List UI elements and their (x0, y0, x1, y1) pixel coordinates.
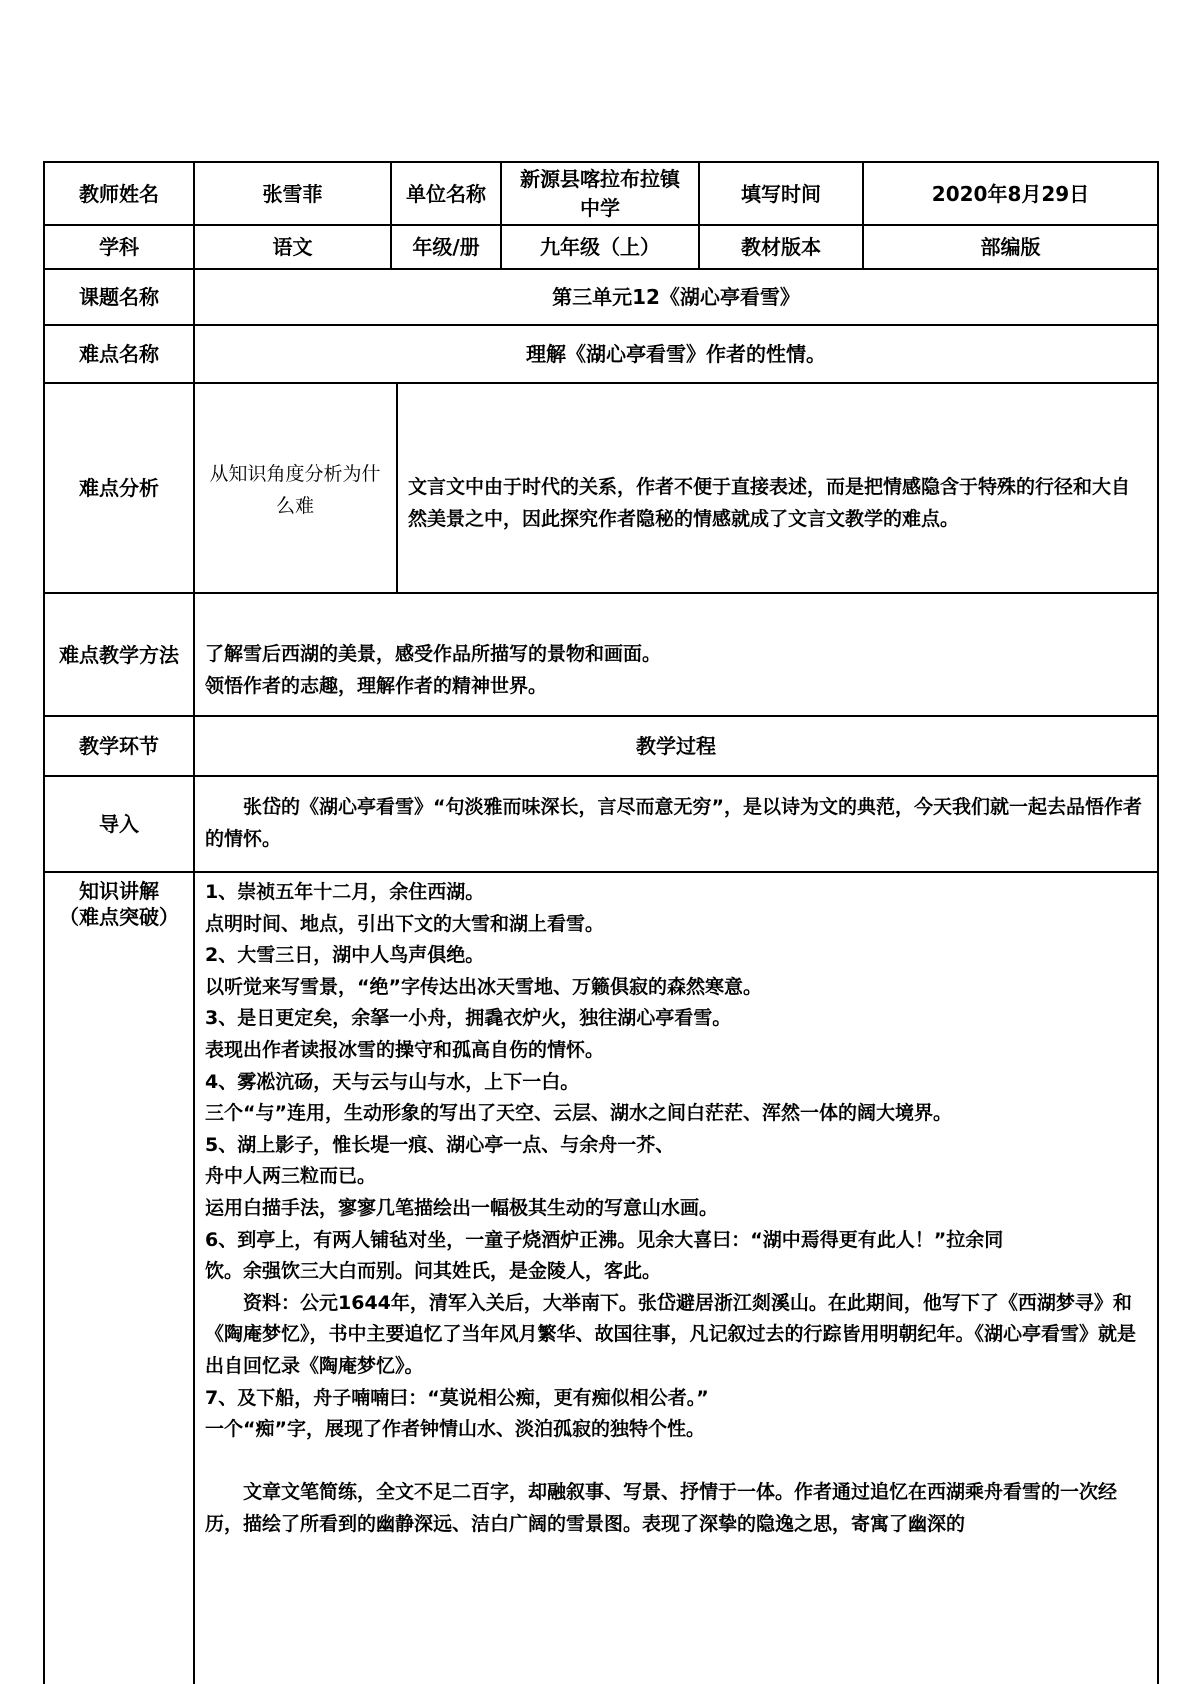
knowledge-line: 运用白描手法，寥寥几笔描绘出一幅极其生动的写意山水画。 (205, 1196, 719, 1219)
subject-label: 学科 (99, 235, 139, 259)
row-rule (43, 382, 1159, 384)
summary-paragraph: 文章文笔简练，全文不足二百字，却融叙事、写景、抒情于一体。作者通过追忆在西湖乘舟看雪的一次经历，描绘了所看到的幽静深远、洁白广阔的雪景图。表现了深挚的隐逸之思，寄寓了幽深的 (205, 1481, 1118, 1535)
unit-name: 新源县喀拉布拉镇中学 (520, 166, 680, 220)
topic-value: 第三单元12《湖心亭看雪》 (552, 285, 800, 309)
knowledge-line: 以听觉来写雪景，“绝”字传达出冰天雪地、万籁俱寂的森然寒意。 (205, 975, 762, 998)
intro-text: 张岱的《湖心亭看雪》“句淡雅而味深长，言尽而意无穷”，是以诗为文的典范，今天我们就一起去品悟作者的情怀。 (205, 796, 1142, 850)
knowledge-line: 1、崇祯五年十二月，余住西湖。 (205, 881, 485, 903)
teacher-name: 张雪菲 (262, 181, 323, 206)
method-line: 领悟作者的志趣，理解作者的精神世界。 (205, 674, 548, 697)
grade-label: 年级/册 (412, 235, 480, 259)
difficulty-value: 理解《湖心亭看雪》作者的性情。 (526, 342, 826, 366)
edition-value: 部编版 (980, 235, 1041, 259)
row-rule (43, 775, 1159, 777)
knowledge-line: 3、是日更定矣，余拏一小舟，拥毳衣炉火，独往湖心亭看雪。 (205, 1007, 732, 1030)
knowledge-line: 5、湖上影子，惟长堤一痕、湖心亭一点、与余舟一芥、 (205, 1133, 675, 1156)
method-line: 了解雪后西湖的美景，感受作品所描写的景物和画面。 (205, 643, 662, 665)
table-border-right (1157, 161, 1159, 1684)
intro-label: 导入 (99, 812, 139, 836)
grade-value: 九年级（上） (540, 235, 660, 259)
knowledge-body (205, 877, 1150, 1540)
analysis-label: 难点分析 (79, 476, 159, 500)
knowledge-line: 三个“与”连用，生动形象的写出了天空、云层、湖水之间白茫茫、浑然一体的阔大境界。 (205, 1102, 952, 1125)
knowledge-sub-label: （难点突破） (59, 905, 179, 929)
col-rule (396, 382, 398, 594)
method-text (205, 639, 1145, 702)
date-value: 2020年8月29日 (931, 181, 1090, 206)
knowledge-label: 知识讲解 (79, 879, 159, 903)
teacher-label: 教师姓名 (79, 181, 159, 206)
subject-value: 语文 (272, 235, 313, 259)
edition-label: 教材版本 (741, 235, 821, 259)
knowledge-line: 6、到亭上，有两人铺毡对坐，一童子烧酒炉正沸。见余大喜曰：“湖中焉得更有此人！”拉余同 (205, 1228, 1004, 1251)
row-rule (43, 592, 1159, 594)
knowledge-line: 表现出作者读报冰雪的操守和孤高自伤的情怀。 (205, 1038, 605, 1061)
topic-label: 课题名称 (79, 285, 159, 309)
analysis-sub-label: 从知识角度分析为什么难 (209, 463, 381, 517)
knowledge-line: 4、雾凇沆砀，天与云与山与水，上下一白。 (205, 1070, 580, 1093)
material-paragraph: 资料：公元1644年，清军入关后，大举南下。张岱避居浙江剡溪山。在此期间，他写下了《西湖梦寻》和《陶庵梦忆》，书中主要追忆了当年风月繁华、故国往事，凡记叙过去的行踪皆用明朝纪年。《湖心亭看雪》就是出自回忆录《陶庵梦忆》。 (205, 1291, 1137, 1377)
stage-label: 教学环节 (79, 734, 159, 758)
knowledge-line: 一个“痴”字，展现了作者钟情山水、淡泊孤寂的独特个性。 (205, 1418, 705, 1441)
analysis-text: 文言文中由于时代的关系，作者不便于直接表述，而是把情感隐含于特殊的行径和大自然美景之中，因此探究作者隐秘的情感就成了文言文教学的难点。 (408, 476, 1131, 530)
knowledge-line: 7、及下船，舟子喃喃曰：“莫说相公痴，更有痴似相公者。” (205, 1386, 709, 1409)
difficulty-label: 难点名称 (79, 342, 159, 366)
unit-label: 单位名称 (406, 181, 486, 206)
row-rule (43, 871, 1159, 873)
method-label: 难点教学方法 (59, 642, 179, 667)
knowledge-line: 2、大雪三日，湖中人鸟声俱绝。 (205, 944, 485, 967)
process-label: 教学过程 (636, 734, 716, 758)
knowledge-line: 饮。余强饮三大白而别。问其姓氏，是金陵人，客此。 (205, 1260, 662, 1283)
blank-line (205, 1446, 1150, 1478)
date-label: 填写时间 (741, 181, 821, 206)
col-rule (193, 161, 195, 1684)
knowledge-line: 舟中人两三粒而已。 (205, 1165, 377, 1188)
knowledge-line: 点明时间、地点，引出下文的大雪和湖上看雪。 (205, 912, 605, 935)
